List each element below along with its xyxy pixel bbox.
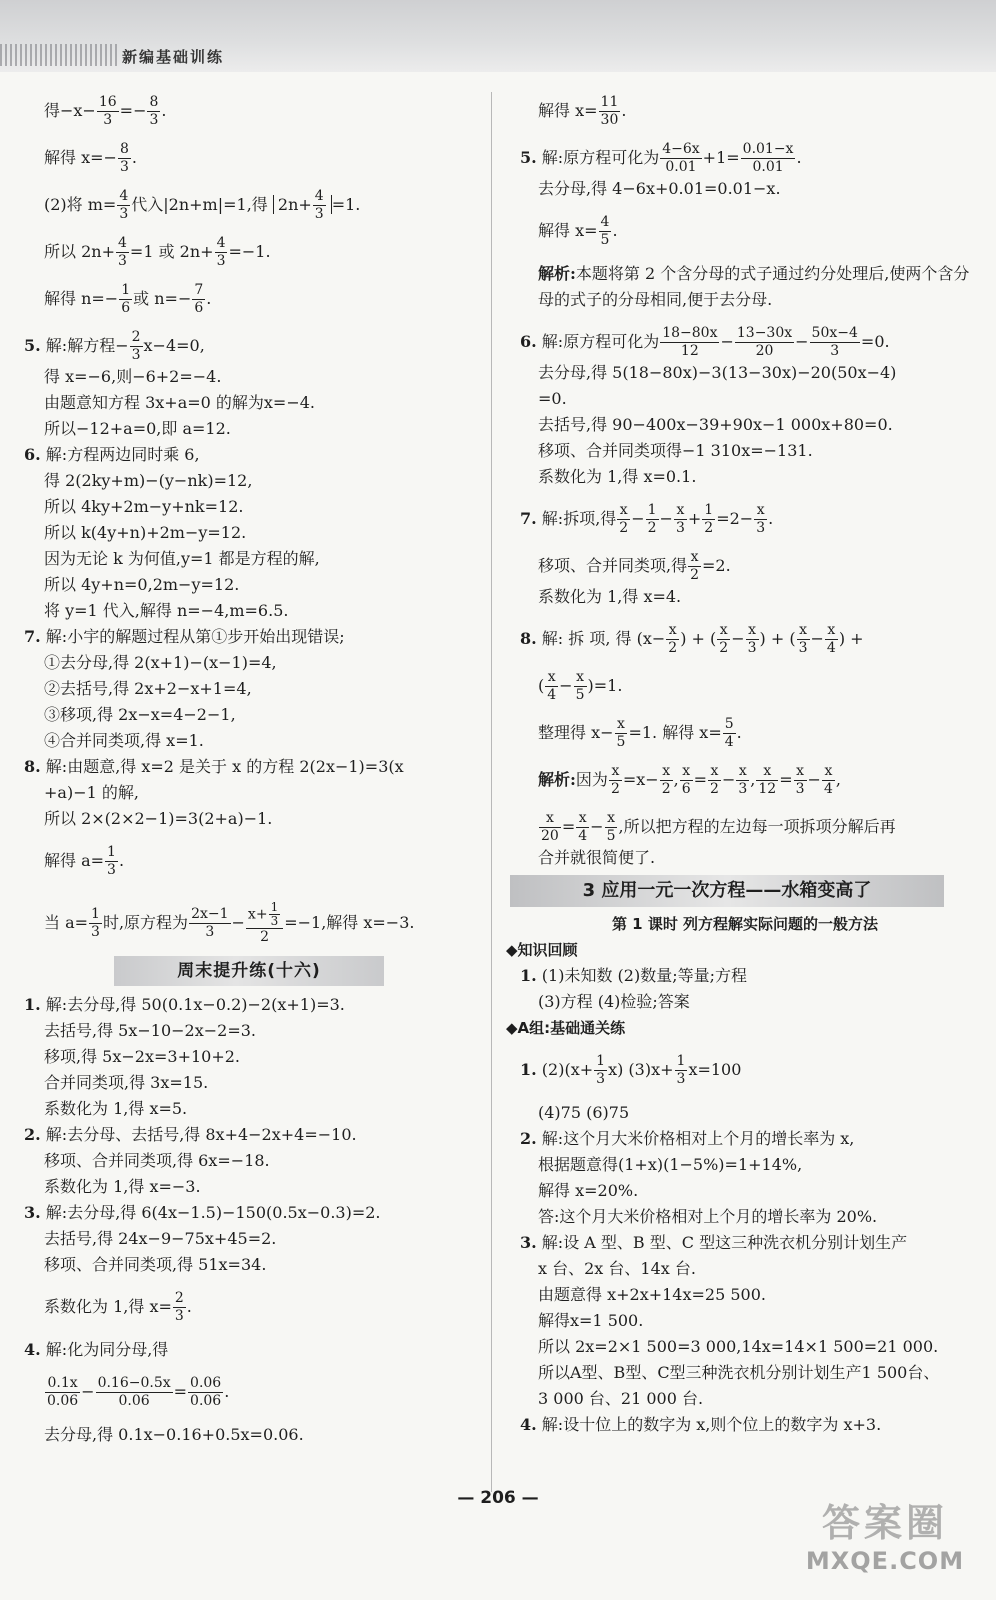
line: 解得 n=− $\frac{1}{6}$ 或 n=− $\frac{7}{6}$ .: [44, 282, 212, 316]
analysis-note: 解析:因为 $\frac{x}{2}$ =x− $\frac{x}{2}$ , $\frac{x}{6}$ = $\frac{x}{2}$ − $\frac{x}{3}$ , $\frac{x}{12}$ = $\frac{x}{3}$ − $\frac{x}{4}$ ,: [538, 763, 841, 797]
line: 解得 x=− $\frac{8}{3}$ .: [44, 141, 137, 175]
line: (2)将 m= $\frac{4}{3}$ 代入|2n+m|=1,得 2n+ $\frac{4}{3}$ =1.: [44, 188, 361, 222]
line: 7. 解:小宇的解题过程从第①步开始出现错误;: [24, 627, 345, 646]
fraction: $\frac{0.1x}{0.06}$: [47, 1375, 79, 1409]
line: 去分母,得 5(18−80x)−3(13−30x)−20(50x−4): [538, 363, 897, 382]
line: 所以 2x=2×1 500=3 000,14x=14×1 500=21 000.: [538, 1337, 939, 1356]
line: 2. 解:这个月大米价格相对上个月的增长率为 x,: [520, 1129, 855, 1148]
fraction: $\frac{x}{2}$: [719, 622, 729, 656]
line: 去分母,得 0.1x−0.16+0.5x=0.06.: [44, 1425, 304, 1444]
fraction: $\frac{x}{2}$: [710, 763, 719, 797]
fraction: $\frac{1}{6}$: [121, 282, 131, 316]
fraction: $\frac{x}{2}$: [610, 763, 620, 797]
line: 答:这个月大米价格相对上个月的增长率为 20%.: [538, 1207, 878, 1226]
line: 解得 a= $\frac{1}{3}$ .: [44, 844, 125, 878]
line: 由题意得 x+2x+14x=25 500.: [538, 1285, 766, 1304]
knowledge-review-heading: ◆知识回顾: [506, 941, 578, 959]
line: 所以 2×(2×2−1)=3(2+a)−1.: [44, 809, 273, 828]
right-column: [506, 94, 970, 1438]
fraction: $\frac{x}{6}$: [681, 763, 691, 797]
lesson-title: 第 1 课时 列方程解实际问题的一般方法: [611, 915, 879, 933]
line: ( $\frac{x}{4}$ − $\frac{x}{5}$ )=1.: [538, 669, 623, 703]
line: 移项、合并同类项得−1 310x=−131.: [538, 441, 813, 460]
line: 移项,得 5x−2x=3+10+2.: [44, 1047, 241, 1066]
line: 6. 解:方程两边同时乘 6,: [24, 445, 200, 464]
fraction: $\frac{16}{3}$: [98, 94, 117, 128]
line: 去括号,得 24x−9−75x+45=2.: [44, 1229, 277, 1248]
fraction: $\frac{x}{2}$: [668, 622, 678, 656]
fraction: $\frac{11}{30}$: [600, 94, 619, 128]
fraction: $\frac{1}{3}$: [107, 844, 116, 878]
line: 去括号,得 90−400x−39+90x−1 000x+80=0.: [538, 415, 893, 434]
fraction: $\frac{1}{2}$: [704, 502, 714, 536]
watermark-logo: [790, 1500, 980, 1596]
line: 所以 4ky+2m−y+nk=12.: [44, 497, 244, 516]
fraction: $\frac{13-30x}{20}$: [736, 325, 793, 359]
watermark-text-bottom: MXQE.COM: [805, 1547, 965, 1575]
line: 1. (2)(x+ $\frac{1}{3}$ x) (3)x+ $\frac{1}{3}$ x=100: [520, 1053, 742, 1087]
line: 解得 x=20%.: [538, 1181, 639, 1200]
line: 7. 解:拆项,得 $\frac{x}{2}$ − $\frac{1}{2}$ − $\frac{x}{3}$ + $\frac{1}{2}$ =2− $\frac{x}{3}$ .: [520, 502, 774, 536]
fraction: $\frac{x}{4}$: [823, 763, 833, 797]
weekly-practice-heading: 周末提升练(十六): [114, 956, 384, 986]
column-divider: [491, 92, 492, 1492]
fraction: $\frac{x}{4}$: [547, 669, 557, 703]
fraction: $\frac{x}{3}$: [738, 763, 748, 797]
line: 去括号,得 5x−10−2x−2=3.: [44, 1021, 257, 1040]
fraction: $\frac{x}{2}$: [661, 763, 671, 797]
line: 合并同类项,得 3x=15.: [44, 1073, 209, 1092]
section-heading: 3 应用一元一次方程——水箱变高了: [510, 875, 944, 907]
line: 因为无论 k 为何值,y=1 都是方程的解,: [44, 549, 320, 568]
line: 4. 解:设十位上的数字为 x,则个位上的数字为 x+3.: [520, 1415, 882, 1434]
fraction: $\frac{8}{3}$: [149, 94, 159, 128]
fraction: $\frac{2}{3}$: [174, 1290, 184, 1324]
page-number: — 206 —: [457, 1488, 539, 1508]
fraction: $\frac{1}{2}$: [647, 502, 657, 536]
line: 1. 解:去分母,得 50(0.1x−0.2)−2(x+1)=3.: [24, 995, 345, 1014]
fraction: $\frac{1}{3}$: [596, 1053, 606, 1087]
fraction: $\frac{x}{20}$: [541, 810, 559, 844]
line: 5. 解:原方程可化为 $\frac{4-6x}{0.01}$ +1= $\frac{0.01-x}{0.01}$ .: [520, 141, 802, 175]
line: 8. 解: 拆 项, 得 (x− $\frac{x}{2}$ ) + ( $\frac{x}{2}$ − $\frac{x}{3}$ ) + ( $\frac{x}{3}$ − $\frac{x}{4}$ ) +: [520, 622, 864, 656]
line: 3. 解:设 A 型、B 型、C 型这三种洗衣机分别计划生产: [520, 1233, 908, 1252]
line: 6. 解:原方程可化为 $\frac{18-80x}{12}$ − $\frac{13-30x}{20}$ − $\frac{50x-4}{3}$ =0.: [520, 325, 890, 359]
group-a-heading: ◆A组:基础通关练: [506, 1019, 626, 1037]
line: $\frac{x}{20}$ = $\frac{x}{4}$ − $\frac{x}{5}$ ,所以把方程的左边每一项拆项分解后再: [541, 810, 896, 844]
fraction: $\frac{4}{3}$: [216, 235, 226, 269]
brand-title: 新编基础训练: [122, 48, 225, 66]
line: 整理得 x− $\frac{x}{5}$ =1. 解得 x= $\frac{5}{4}$ .: [538, 716, 742, 750]
fraction: $\frac{4}{3}$: [119, 188, 129, 222]
line: 解得 x= $\frac{11}{30}$ .: [538, 94, 627, 128]
fraction: $\frac{2x-1}{3}$: [191, 906, 229, 940]
line: 合并就很简便了.: [538, 848, 656, 867]
line: x 台、2x 台、14x 台.: [538, 1259, 696, 1278]
line: 所以−12+a=0,即 a=12.: [44, 419, 231, 438]
fraction: $\frac{8}{3}$: [119, 141, 129, 175]
fraction: $\frac{5}{4}$: [724, 716, 734, 750]
line: 将 y=1 代入,解得 n=−4,m=6.5.: [44, 601, 289, 620]
fraction: $\frac{x}{4}$: [826, 622, 836, 656]
fraction: $\frac{x}{5}$: [575, 669, 585, 703]
fraction: $\frac{x}{3}$: [798, 622, 808, 656]
line: 8. 解:由题意,得 x=2 是关于 x 的方程 2(2x−1)=3(x: [24, 757, 404, 776]
fraction: $\frac{x}{3}$: [795, 763, 805, 797]
fraction: x+ $\frac{1}{3}$ 2: [246, 901, 283, 946]
left-column: [24, 94, 474, 1448]
line: ②去括号,得 2x+2−x+1=4,: [44, 679, 252, 698]
fraction: $\frac{x}{5}$: [606, 810, 616, 844]
line: 所以 4y+n=0,2m−y=12.: [44, 575, 240, 594]
line: 系数化为 1,得 x=4.: [538, 587, 682, 606]
fraction: $\frac{2}{3}$: [131, 329, 141, 363]
fraction: $\frac{18-80x}{12}$: [662, 325, 718, 359]
fraction: $\frac{0.06}{0.06}$: [190, 1375, 222, 1409]
diamond-icon: ◆: [506, 941, 518, 959]
line: ④合并同类项,得 x=1.: [44, 731, 204, 750]
line: 1. (1)未知数 (2)数量;等量;方程: [520, 966, 747, 985]
fraction: $\frac{4-6x}{0.01}$: [662, 141, 700, 175]
fraction: $\frac{x}{2}$: [619, 502, 629, 536]
fraction: $\frac{4}{5}$: [600, 214, 610, 248]
line: 所以A型、B型、C型三种洗衣机分别计划生产1 500台、: [538, 1363, 940, 1382]
line: 移项、合并同类项,得 $\frac{x}{2}$ =2.: [538, 549, 731, 583]
header-pattern: [0, 44, 120, 66]
line: (4)75 (6)75: [538, 1103, 630, 1122]
fraction: $\frac{4}{3}$: [314, 188, 324, 222]
fraction: $\frac{x}{2}$: [690, 549, 700, 583]
fraction: $\frac{x}{4}$: [578, 810, 588, 844]
line: 所以 k(4y+n)+2m−y=12.: [44, 523, 247, 542]
fraction: $\frac{0.01-x}{0.01}$: [742, 141, 794, 175]
line: 5. 解:解方程− $\frac{2}{3}$ x−4=0,: [24, 329, 205, 363]
line: ①去分母,得 2(x+1)−(x−1)=4,: [44, 653, 277, 672]
watermark-text-top: 答案圈: [821, 1501, 948, 1545]
line: 去分母,得 4−6x+0.01=0.01−x.: [538, 179, 781, 198]
fraction: $\frac{0.16-0.5x}{0.06}$: [97, 1375, 171, 1409]
line: 得 2(2ky+m)−(y−nk)=12,: [44, 471, 253, 490]
line: 得 x=−6,则−6+2=−4.: [44, 367, 222, 386]
line: 由题意知方程 3x+a=0 的解为x=−4.: [44, 393, 316, 412]
fraction: $\frac{4}{3}$: [117, 235, 127, 269]
line: 系数化为 1,得 x=0.1.: [538, 467, 697, 486]
line: 解得x=1 500.: [538, 1311, 644, 1330]
fraction: $\frac{1}{3}$: [91, 906, 100, 940]
fraction: $\frac{x}{3}$: [675, 502, 685, 536]
line: ③移项,得 2x−x=4−2−1,: [44, 705, 236, 724]
line: (3)方程 (4)检验;答案: [538, 992, 690, 1011]
line: =0.: [538, 389, 567, 408]
fraction: $\frac{7}{6}$: [194, 282, 204, 316]
line: 系数化为 1,得 x= $\frac{2}{3}$ .: [44, 1290, 192, 1324]
line: 得−x− $\frac{16}{3}$ =− $\frac{8}{3}$ .: [44, 94, 167, 128]
line: 移项、合并同类项,得 51x=34.: [44, 1255, 267, 1274]
line: 3. 解:去分母,得 6(4x−1.5)−150(0.5x−0.3)=2.: [24, 1203, 381, 1222]
line: 3 000 台、21 000 台.: [538, 1389, 704, 1408]
line: 4. 解:化为同分母,得: [24, 1340, 169, 1359]
fraction: $\frac{x}{3}$: [756, 502, 766, 536]
line: $\frac{0.1x}{0.06}$ − $\frac{0.16-0.5x}{0.06}$ = $\frac{0.06}{0.06}$ .: [47, 1375, 230, 1409]
header-band: [0, 0, 996, 72]
diamond-icon: ◆: [506, 1019, 518, 1037]
fraction: $\frac{x}{5}$: [616, 716, 626, 750]
line: 根据题意得(1+x)(1−5%)=1+14%,: [538, 1155, 803, 1174]
fraction: $\frac{1}{3}$: [676, 1053, 686, 1087]
line: 系数化为 1,得 x=−3.: [44, 1177, 201, 1196]
line: 解得 x= $\frac{4}{5}$ .: [538, 214, 618, 248]
fraction: $\frac{x}{12}$: [758, 763, 777, 797]
line: 当 a= $\frac{1}{3}$ 时,原方程为 $\frac{2x-1}{3}$ − x+ $\frac{1}{3}$ 2 =−1,解得 x=−3.: [44, 900, 415, 945]
fraction: $\frac{50x-4}{3}$: [811, 325, 858, 359]
line: 2. 解:去分母、去括号,得 8x+4−2x+4=−10.: [24, 1125, 357, 1144]
analysis-note: 解析:本题将第 2 个含分母的式子通过约分处理后,使两个含分母的式子的分母相同,便于去分母.: [538, 264, 970, 309]
fraction: $\frac{x}{3}$: [747, 622, 757, 656]
line: +a)−1 的解,: [44, 783, 139, 802]
line: 系数化为 1,得 x=5.: [44, 1099, 188, 1118]
line: 移项、合并同类项,得 6x=−18.: [44, 1151, 270, 1170]
line: 所以 2n+ $\frac{4}{3}$ =1 或 2n+ $\frac{4}{3}$ =−1.: [44, 235, 271, 269]
